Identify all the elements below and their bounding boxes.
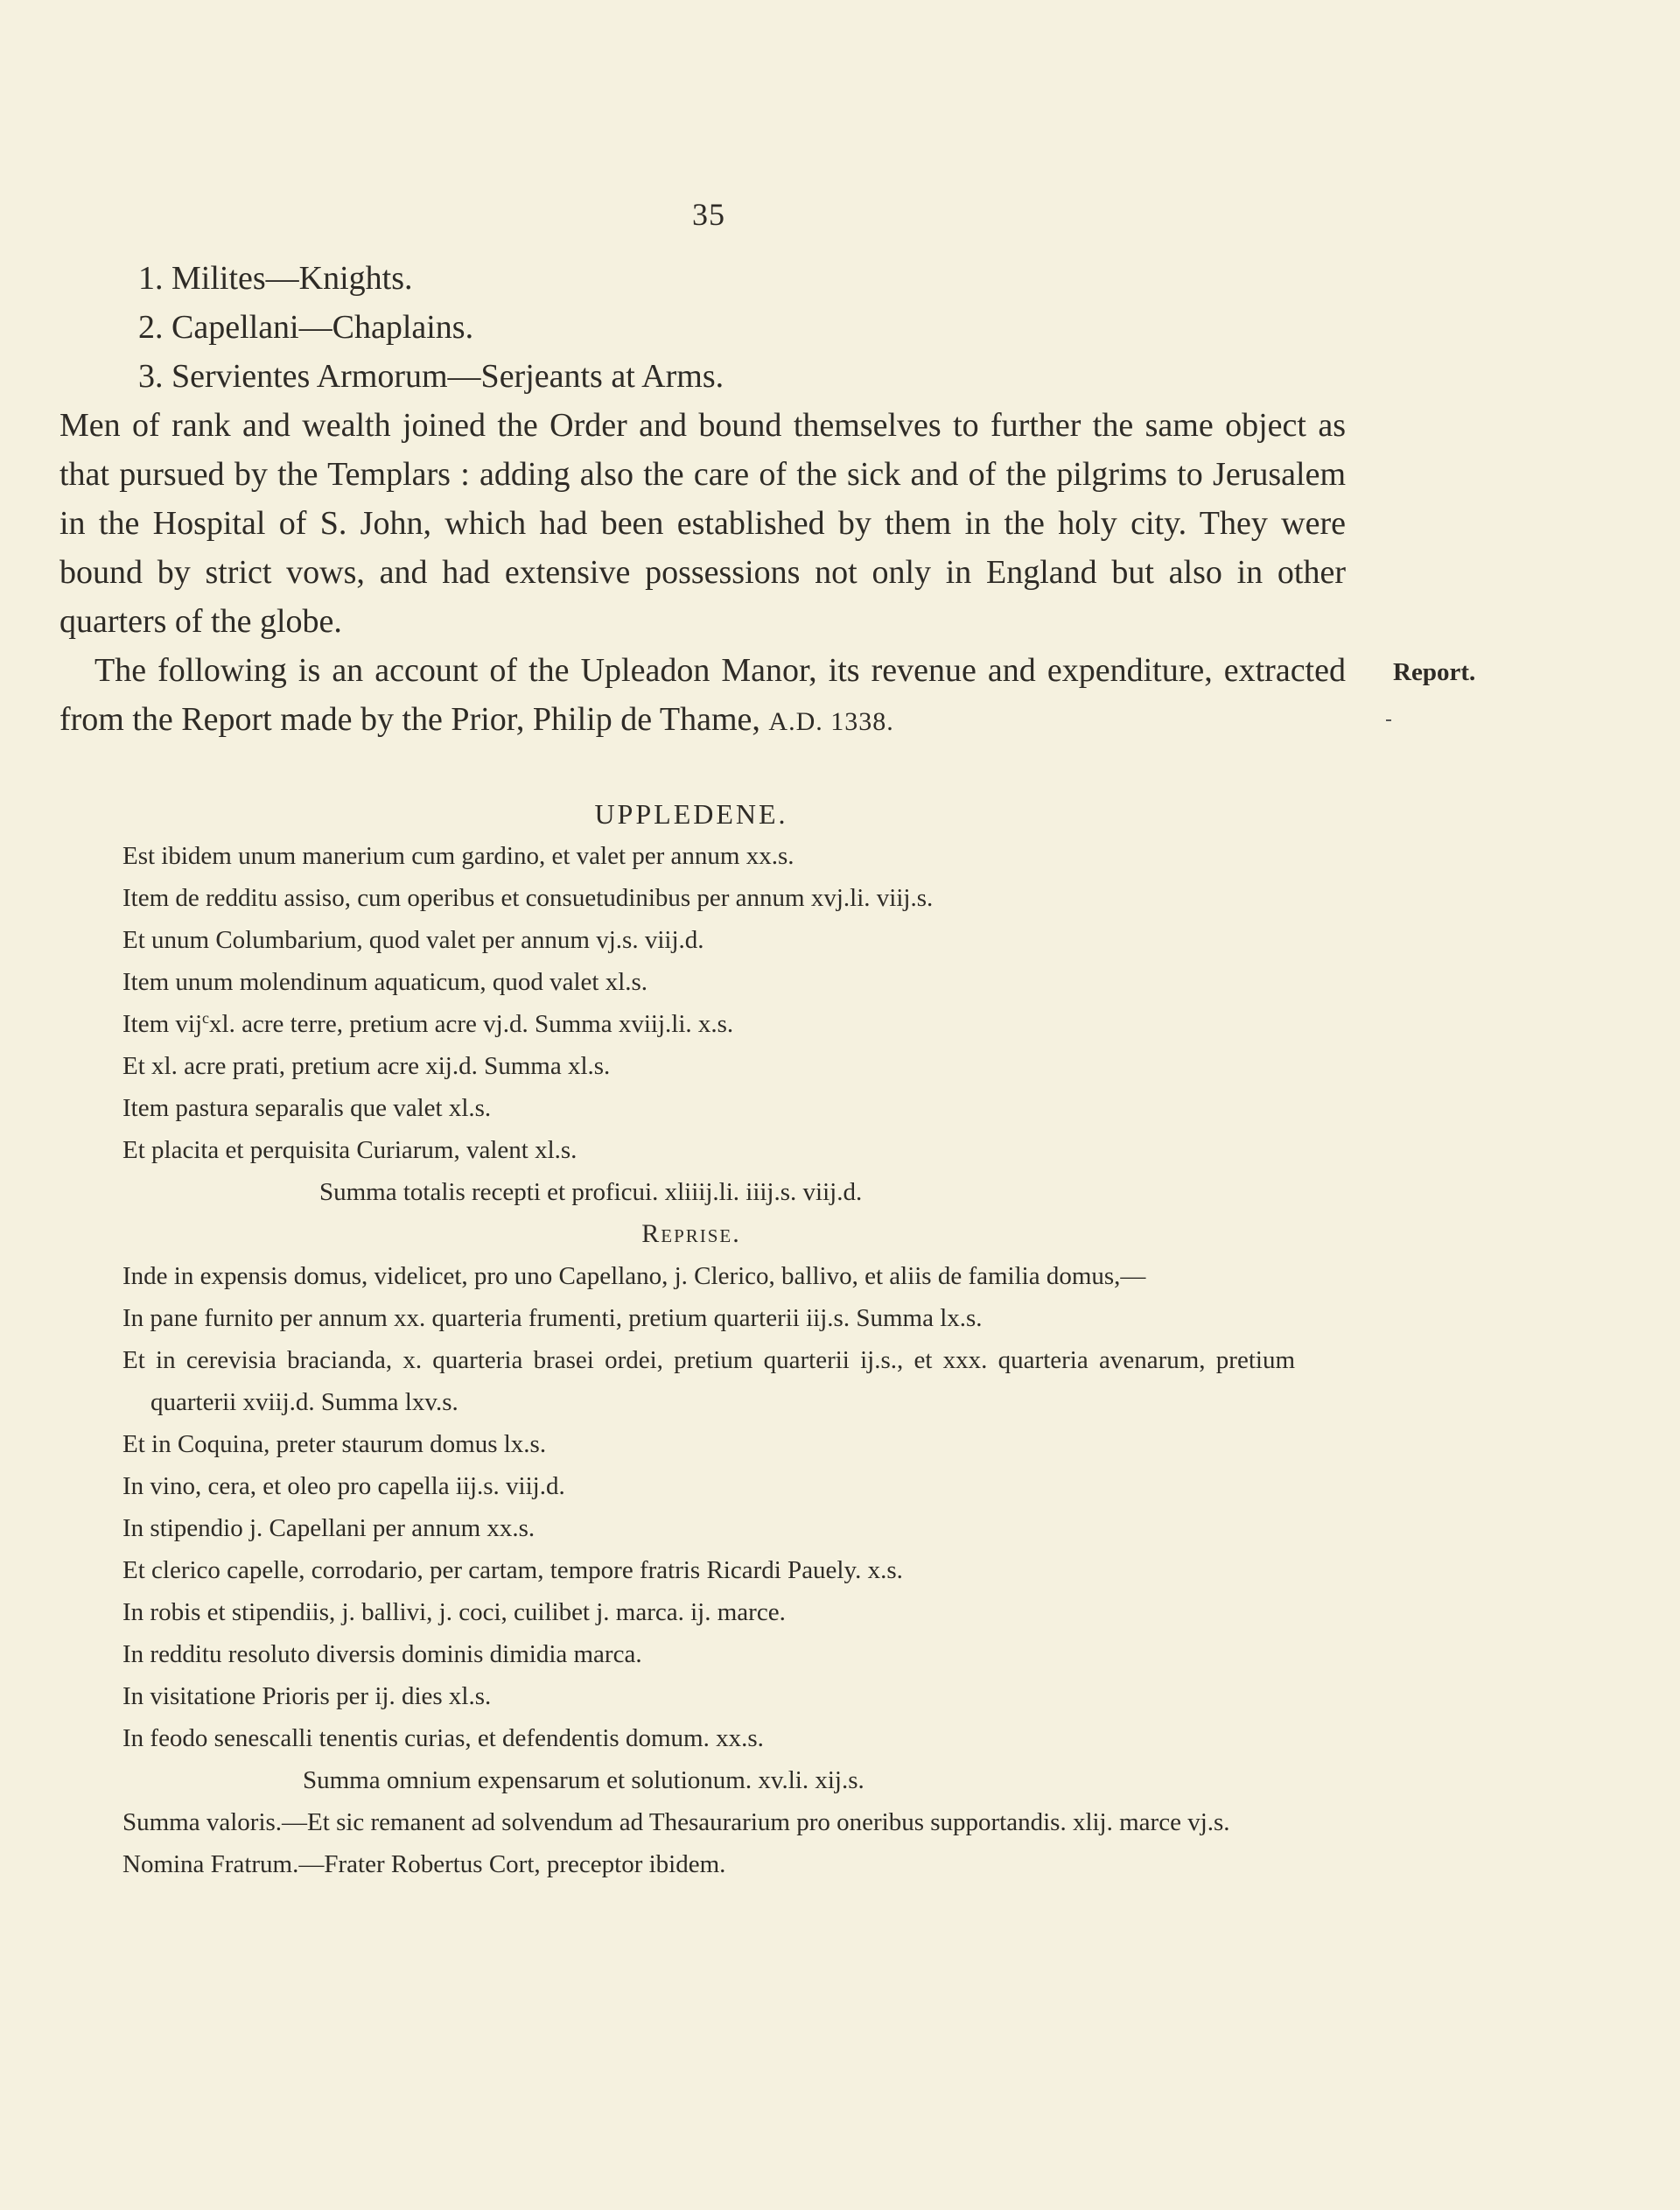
list-number: 2. — [138, 309, 164, 346]
list-item — [60, 352, 1346, 401]
expense-line: Inde in expensis domus, videlicet, pro uno Capellano, j. Clerico, ballivo, et aliis de familia domus,— — [122, 1262, 1146, 1290]
receipt-line: Item unum molendinum aquaticum, quod valet xl.s. — [122, 968, 648, 996]
receipt-line: Item pastura separalis que valet xl.s. — [122, 1094, 492, 1122]
acre-line-sup: c — [202, 1009, 210, 1027]
expense-line: Et in cerevisia bracianda, x. quarteria brasei ordei, pretium quarterii ij.s., et xxx. quarteria avenarum, pretium quarterii xviij.d. Summa lxv.s. — [122, 1346, 1295, 1416]
receipt-line: Et unum Columbarium, quod valet per annum vj.s. viij.d. — [122, 926, 704, 954]
list-item — [60, 254, 1346, 303]
summa-receipts: Summa totalis recepti et proficui. xliiij.li. iiij.s. viij.d. — [319, 1178, 863, 1206]
expense-line: In feodo senescalli tenentis curias, et defendentis domum. xx.s. — [122, 1724, 764, 1752]
acre-line-post: xl. acre terre, pretium acre vj.d. Summa xviij.li. x.s. — [209, 1010, 734, 1038]
expense-line: Et in Coquina, preter staurum domus lx.s. — [122, 1430, 547, 1458]
list-text: Servientes Armorum—Serjeants at Arms. — [172, 358, 724, 395]
expense-line: In stipendio j. Capellani per annum xx.s. — [122, 1514, 536, 1542]
latin-account — [122, 793, 1295, 1885]
margin-mark — [1386, 719, 1391, 721]
nomina-fratrum: Nomina Fratrum.—Frater Robertus Cort, preceptor ibidem. — [122, 1850, 726, 1878]
receipt-line — [122, 1003, 1295, 1045]
expense-line: In visitatione Prioris per ij. dies xl.s. — [122, 1682, 492, 1710]
expense-line: In redditu resoluto diversis dominis dimidia marca. — [122, 1640, 642, 1668]
paragraph-date: A.D. 1338. — [768, 707, 894, 736]
receipt-line: Item de redditu assiso, cum operibus et consuetudinibus per annum xvj.li. viij.s. — [122, 884, 934, 912]
expense-line: Et clerico capelle, corrodario, per cartam, tempore fratris Ricardi Pauely. x.s. — [122, 1556, 903, 1584]
list-text: Milites—Knights. — [172, 260, 413, 297]
main-text — [60, 254, 1346, 747]
paragraph-account-text: The following is an account of the Upleadon Manor, its revenue and expenditure, extracted from the Report made by the Prior, Philip de Thame, — [60, 652, 1346, 738]
paragraph-order: Men of rank and wealth joined the Order and bound themselves to further the same object as that pursued by the Templars : adding also the care of the sick and of the pilgrims to Jerusalem in the Hospital of S. John, which had been established by them in the holy city. They were bound by strict vows, and had extensive possessions not only in England but also in other quarters of the globe. — [60, 407, 1346, 640]
list-text: Capellani—Chaplains. — [172, 309, 474, 346]
expense-line: In robis et stipendiis, j. ballivi, j. coci, cuilibet j. marca. ij. marce. — [122, 1598, 786, 1626]
receipt-line: Et placita et perquisita Curiarum, valent xl.s. — [122, 1136, 578, 1164]
heading-reprise: Reprise. — [641, 1219, 741, 1248]
receipt-line: Est ibidem unum manerium cum gardino, et valet per annum xx.s. — [122, 842, 794, 870]
heading-uppledene: UPPLEDENE. — [594, 798, 788, 830]
paragraph-account — [60, 646, 1346, 747]
receipt-line: Et xl. acre prati, pretium acre xij.d. Summa xl.s. — [122, 1052, 611, 1080]
expense-line: In vino, cera, et oleo pro capella iij.s. viij.d. — [122, 1472, 565, 1500]
page-number: 35 — [692, 197, 725, 232]
summa-expenses: Summa omnium expensarum et solutionum. xv.li. xij.s. — [303, 1766, 864, 1794]
expense-line: In pane furnito per annum xx. quarteria frumenti, pretium quarterii iij.s. Summa lx.s. — [122, 1304, 983, 1332]
summa-valoris: Summa valoris.—Et sic remanent ad solvendum ad Thesaurarium pro oneribus supportandis. xlij. marce vj.s. — [122, 1808, 1230, 1836]
list-item — [60, 303, 1346, 352]
acre-line-pre: Item vij — [122, 1010, 203, 1038]
list-number: 1. — [138, 260, 164, 297]
list-number: 3. — [138, 358, 164, 395]
margin-note: Report. — [1393, 658, 1476, 686]
